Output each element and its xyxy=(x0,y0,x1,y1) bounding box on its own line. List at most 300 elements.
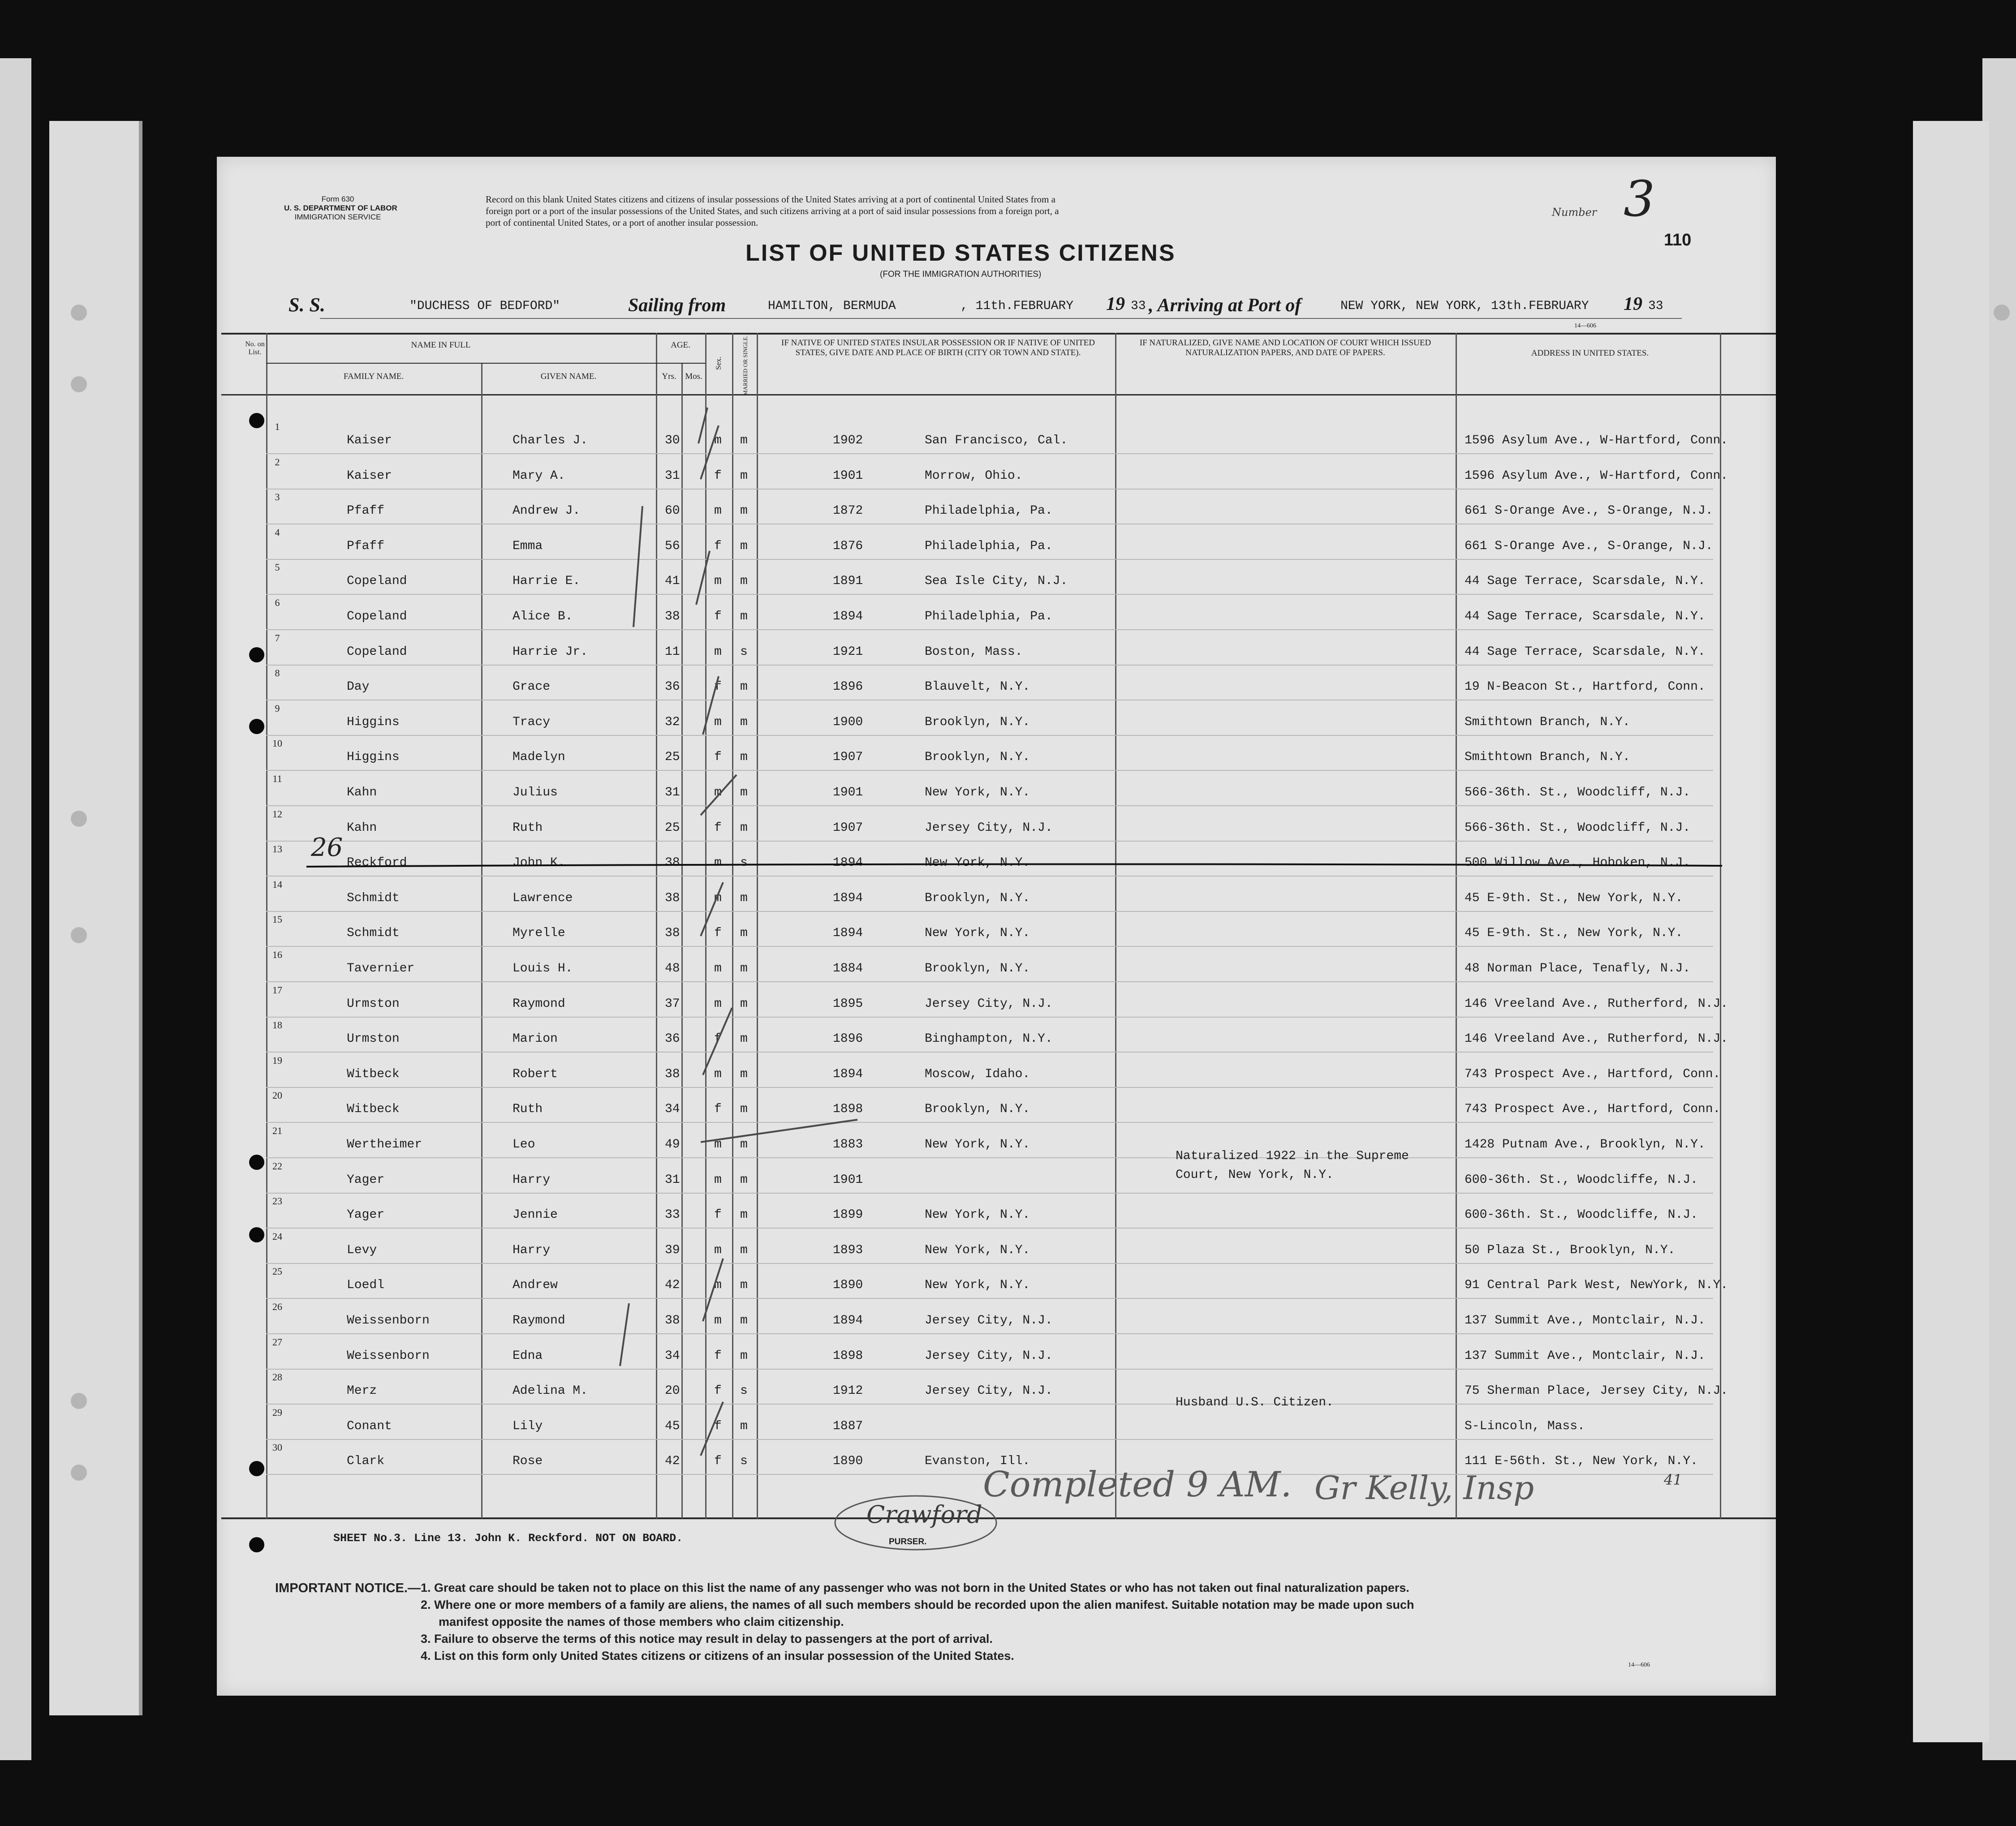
cell-ms: m xyxy=(740,574,748,589)
col-header-birth: IF NATIVE OF UNITED STATES INSULAR POSSESSION OR IF NATIVE OF UNITED STATES, GIVE DATE AND PLACE OF BIRTH (CITY OR TOWN AND STATE). xyxy=(781,338,1095,357)
cell-place: Evanston, Ill. xyxy=(925,1454,1030,1469)
row-number: 13 xyxy=(272,843,282,855)
cell-year: 1887 xyxy=(833,1419,863,1433)
cell-family: Yager xyxy=(347,1208,385,1222)
cell-given: Madelyn xyxy=(513,750,565,765)
cell-address: 50 Plaza St., Brooklyn, N.Y. xyxy=(1465,1243,1676,1257)
cell-given: Myrelle xyxy=(513,926,565,941)
form-header-block xyxy=(284,195,397,222)
ship-name: "DUCHESS OF BEDFORD" xyxy=(409,299,560,313)
row-divider xyxy=(266,841,1713,842)
cell-family: Urmston xyxy=(347,1032,400,1046)
cell-family: Levy xyxy=(347,1243,377,1257)
cell-year: 1898 xyxy=(833,1349,863,1363)
cell-address: Smithtown Branch, N.Y. xyxy=(1465,715,1630,729)
cell-place: Jersey City, N.J. xyxy=(925,1314,1053,1328)
cell-year: 1894 xyxy=(833,1314,863,1328)
row-number: 17 xyxy=(272,984,282,996)
sailing-label: Sailing from xyxy=(628,295,726,316)
margin-handwritten-mark: 26 xyxy=(311,833,343,862)
cell-age: 11 xyxy=(665,644,680,659)
row-number: 14 xyxy=(272,878,282,890)
cell-ms: m xyxy=(740,1138,748,1151)
cell-family: Higgins xyxy=(347,715,400,729)
cell-age: 20 xyxy=(665,1384,680,1398)
row-divider xyxy=(266,1228,1713,1229)
cell-given: Tracy xyxy=(513,715,551,729)
cell-sex: f xyxy=(714,1102,722,1117)
notice-title: IMPORTANT NOTICE.— xyxy=(275,1581,421,1595)
instruction-line: foreign port or a port of the insular possessions of the United States, and such citizens arriving at a port of said insular possessions from a foreign port, a xyxy=(486,206,1059,216)
cell-sex: m xyxy=(714,1314,722,1328)
cell-year: 1894 xyxy=(833,926,863,941)
cell-given: Lily xyxy=(513,1419,543,1433)
cell-place: New York, N.Y. xyxy=(925,1278,1030,1293)
cell-place: Philadelphia, Pa. xyxy=(925,539,1053,553)
cell-place: Jersey City, N.J. xyxy=(925,1349,1053,1363)
cell-ms: m xyxy=(740,786,748,799)
cell-given: John K. xyxy=(513,856,565,870)
cell-address: 44 Sage Terrace, Scarsdale, N.Y. xyxy=(1465,644,1706,659)
cell-family: Witbeck xyxy=(347,1102,400,1117)
cell-ms: s xyxy=(740,1454,748,1469)
department: U. S. DEPARTMENT OF LABOR xyxy=(284,204,397,212)
cell-family: Day xyxy=(347,680,370,694)
cell-ms: m xyxy=(740,1278,748,1293)
row-divider xyxy=(266,981,1713,982)
row-number: 29 xyxy=(272,1406,282,1418)
cell-sex: m xyxy=(714,1278,722,1293)
cell-family: Weissenborn xyxy=(347,1349,430,1363)
cell-ms: s xyxy=(740,1384,748,1398)
cell-year: 1907 xyxy=(833,821,863,835)
cell-given: Grace xyxy=(513,680,551,694)
cell-place: New York, N.Y. xyxy=(925,926,1030,941)
cell-ms: m xyxy=(740,539,748,553)
cell-given: Emma xyxy=(513,539,543,553)
adjacent-page-right xyxy=(1913,121,1989,1742)
binder-hole xyxy=(71,376,87,392)
cell-age: 56 xyxy=(665,539,680,553)
cell-sex: m xyxy=(714,856,722,870)
cell-family: Copeland xyxy=(347,610,407,623)
cell-ms: m xyxy=(740,504,748,518)
punch-hole xyxy=(249,1155,264,1170)
row-number: 3 xyxy=(275,491,280,503)
cell-address: 146 Vreeland Ave., Rutherford, N.J. xyxy=(1465,997,1728,1011)
row-number: 30 xyxy=(272,1442,282,1453)
binder-hole xyxy=(71,1465,87,1481)
cell-address: Smithtown Branch, N.Y. xyxy=(1465,750,1630,765)
notice-3: 3. Failure to observe the terms of this notice may result in delay to passengers at the port of arrival. xyxy=(421,1632,993,1646)
cell-family: Copeland xyxy=(347,574,407,589)
cell-address: 44 Sage Terrace, Scarsdale, N.Y. xyxy=(1465,574,1706,589)
binder-hole xyxy=(71,811,87,827)
cell-family: Pfaff xyxy=(347,504,385,518)
row-divider xyxy=(266,489,1713,490)
row-number: 19 xyxy=(272,1054,282,1066)
service: IMMIGRATION SERVICE xyxy=(294,213,381,221)
row-number: 23 xyxy=(272,1195,282,1207)
handwritten-completed: Completed 9 AM. xyxy=(983,1465,1292,1505)
punch-hole xyxy=(249,1537,264,1552)
cell-family: Urmston xyxy=(347,997,400,1011)
cell-address: 600-36th. St., Woodcliffe, N.J. xyxy=(1465,1173,1698,1187)
notice-2-cont: manifest opposite the names of those members who claim citizenship. xyxy=(439,1615,844,1628)
cell-address: 661 S-Orange Ave., S-Orange, N.J. xyxy=(1465,504,1713,518)
row-number: 24 xyxy=(272,1230,282,1242)
row-number: 26 xyxy=(272,1301,282,1312)
cell-ms: m xyxy=(740,1243,748,1257)
cell-sex: f xyxy=(714,680,722,694)
col-header-yrs: Yrs. xyxy=(662,372,676,381)
cell-age: 48 xyxy=(665,962,680,975)
cell-sex: m xyxy=(714,644,722,659)
row-number: 4 xyxy=(275,526,280,538)
cell-ms: m xyxy=(740,1032,748,1046)
sheet-note: SHEET No.3. Line 13. John K. Reckford. NOT ON BOARD. xyxy=(333,1532,683,1545)
cell-ms: m xyxy=(740,680,748,694)
instruction-line: port of continental United States, or a port of another insular possession. xyxy=(486,217,758,228)
cell-given: Marion xyxy=(513,1032,558,1046)
cell-ms: m xyxy=(740,1349,748,1363)
row-number: 22 xyxy=(272,1160,282,1172)
cell-family: Wertheimer xyxy=(347,1138,422,1151)
cell-family: Kahn xyxy=(347,821,377,835)
cell-sex: m xyxy=(714,786,722,799)
col-rule xyxy=(656,333,657,1519)
voyage-underline xyxy=(320,318,1682,319)
bottom-code: 14—606 xyxy=(1628,1662,1650,1668)
cell-address: 137 Summit Ave., Montclair, N.J. xyxy=(1465,1349,1706,1363)
cell-sex: f xyxy=(714,1419,722,1433)
cell-place: San Francisco, Cal. xyxy=(925,434,1068,447)
cell-address: 600-36th. St., Woodcliffe, N.J. xyxy=(1465,1208,1698,1222)
cell-year: 1894 xyxy=(833,1067,863,1081)
cell-place: Jersey City, N.J. xyxy=(925,1384,1053,1398)
handwritten-count: 41 xyxy=(1664,1471,1682,1488)
cell-given: Robert xyxy=(513,1067,558,1081)
cell-sex: m xyxy=(714,1067,722,1081)
punch-hole xyxy=(249,413,264,428)
cell-address: 500 Willow Ave., Hoboken, N.J. xyxy=(1465,856,1691,870)
cell-ms: m xyxy=(740,1102,748,1117)
cell-sex: f xyxy=(714,1384,722,1398)
cell-place: New York, N.Y. xyxy=(925,786,1030,799)
cell-ms: m xyxy=(740,926,748,941)
cell-age: 33 xyxy=(665,1208,680,1222)
notice-1: 1. Great care should be taken not to place on this list the name of any passenger who was not born in the United States or who has not taken out final naturalization papers. xyxy=(421,1581,1409,1594)
row-divider xyxy=(266,1157,1713,1158)
cell-ms: m xyxy=(740,468,748,483)
cell-age: 38 xyxy=(665,856,680,870)
col-header-naturalized: IF NATURALIZED, GIVE NAME AND LOCATION OF COURT WHICH ISSUED NATURALIZATION PAPERS, AND DATE OF PAPERS. xyxy=(1139,338,1431,357)
cell-family: Weissenborn xyxy=(347,1314,430,1328)
name-subheader-rule xyxy=(266,363,656,364)
page-stamp: 110 xyxy=(1664,231,1692,249)
page-title: LIST OF UNITED STATES CITIZENS xyxy=(745,240,1176,266)
film-edge-left xyxy=(0,58,31,1760)
row-divider xyxy=(266,1439,1713,1440)
cell-sex: m xyxy=(714,715,722,729)
cell-place: Jersey City, N.J. xyxy=(925,821,1053,835)
age-subheader-rule xyxy=(656,363,705,364)
instructions xyxy=(486,193,1059,228)
handwritten-inspector: Gr Kelly, Insp xyxy=(1314,1469,1534,1507)
col-header-no: No. on List. xyxy=(245,340,265,356)
sailing-date: , 11th.FEBRUARY xyxy=(961,299,1074,313)
cell-family: Witbeck xyxy=(347,1067,400,1081)
row-number: 2 xyxy=(275,456,280,468)
row-divider xyxy=(266,1052,1713,1053)
cell-ms: m xyxy=(740,610,748,623)
row-number: 5 xyxy=(275,562,280,573)
cell-age: 37 xyxy=(665,997,680,1011)
cell-family: Kaiser xyxy=(347,434,392,447)
cell-ms: m xyxy=(740,434,748,447)
cell-given: Lawrence xyxy=(513,891,573,905)
row-number: 9 xyxy=(275,702,280,714)
cell-year: 1912 xyxy=(833,1384,863,1398)
cell-sex: m xyxy=(714,434,722,447)
cell-place: New York, N.Y. xyxy=(925,856,1030,870)
cell-address: 111 E-56th. St., New York, N.Y. xyxy=(1465,1454,1698,1469)
row-divider xyxy=(266,1298,1713,1299)
cell-year: 1901 xyxy=(833,468,863,483)
instruction-line: Record on this blank United States citizens and citizens of insular possessions of the United States arriving at a port of continental United States from a xyxy=(486,194,1055,205)
cell-age: 38 xyxy=(665,1067,680,1081)
row-divider xyxy=(266,911,1713,912)
col-header-family: FAMILY NAME. xyxy=(343,372,404,381)
cell-family: Conant xyxy=(347,1419,392,1433)
cell-place: Brooklyn, N.Y. xyxy=(925,1102,1030,1117)
cell-age: 25 xyxy=(665,821,680,835)
cell-address: 566-36th. St., Woodcliff, N.J. xyxy=(1465,821,1691,835)
cell-given: Andrew xyxy=(513,1278,558,1293)
row-number: 25 xyxy=(272,1266,282,1277)
cell-place: Boston, Mass. xyxy=(925,644,1023,659)
cell-address: 146 Vreeland Ave., Rutherford, N.J. xyxy=(1465,1032,1728,1046)
cell-sex: m xyxy=(714,1243,722,1257)
cell-address: 566-36th. St., Woodcliff, N.J. xyxy=(1465,786,1691,799)
cell-age: 45 xyxy=(665,1419,680,1433)
cell-family: Copeland xyxy=(347,644,407,659)
arrival-year: 33 xyxy=(1648,299,1663,313)
cell-year: 1900 xyxy=(833,715,863,729)
number-value: 3 xyxy=(1624,170,1655,228)
cell-age: 38 xyxy=(665,610,680,623)
cell-sex: f xyxy=(714,468,722,483)
cell-place: Blauvelt, N.Y. xyxy=(925,680,1030,694)
cell-year: 1890 xyxy=(833,1278,863,1293)
cell-ms: m xyxy=(740,997,748,1011)
row-divider xyxy=(266,1369,1713,1370)
cell-family: Schmidt xyxy=(347,926,400,941)
cell-given: Mary A. xyxy=(513,468,565,483)
row-divider xyxy=(266,1333,1713,1334)
cell-sex: m xyxy=(714,504,722,518)
binder-hole xyxy=(71,927,87,943)
cell-family: Clark xyxy=(347,1454,385,1469)
number-label: Number xyxy=(1552,206,1597,219)
cell-age: 38 xyxy=(665,1314,680,1328)
cell-age: 60 xyxy=(665,504,680,518)
cell-family: Yager xyxy=(347,1173,385,1187)
row-divider xyxy=(266,805,1713,806)
cell-age: 32 xyxy=(665,715,680,729)
cell-age: 49 xyxy=(665,1138,680,1151)
col-rule xyxy=(705,333,706,1519)
cell-address: S-Lincoln, Mass. xyxy=(1465,1419,1585,1433)
row-divider xyxy=(266,665,1713,666)
row-number: 15 xyxy=(272,914,282,925)
cell-year: 1896 xyxy=(833,1032,863,1046)
col-header-address: ADDRESS IN UNITED STATES. xyxy=(1531,348,1649,358)
cell-age: 34 xyxy=(665,1102,680,1117)
cell-age: 38 xyxy=(665,926,680,941)
cell-year: 1894 xyxy=(833,891,863,905)
row-number: 1 xyxy=(275,421,280,432)
cell-sex: f xyxy=(714,1208,722,1222)
col-header-age: AGE. xyxy=(671,340,690,350)
cell-address: 1596 Asylum Ave., W-Hartford, Conn. xyxy=(1465,468,1728,483)
cell-age: 42 xyxy=(665,1454,680,1469)
cell-given: Rose xyxy=(513,1454,543,1469)
cell-given: Adelina M. xyxy=(513,1384,588,1398)
row-divider xyxy=(266,629,1713,630)
row-divider xyxy=(266,1263,1713,1264)
row-number: 21 xyxy=(272,1125,282,1136)
form-number: Form 630 xyxy=(321,195,354,203)
cell-age: 30 xyxy=(665,434,680,447)
adjacent-page-left xyxy=(49,121,142,1715)
cell-naturalization: Husband U.S. Citizen. xyxy=(1176,1395,1334,1409)
cell-ms: m xyxy=(740,1208,748,1222)
cell-year: 1895 xyxy=(833,997,863,1011)
cell-year: 1901 xyxy=(833,1173,863,1187)
cell-address: 661 S-Orange Ave., S-Orange, N.J. xyxy=(1465,539,1713,553)
col-rule xyxy=(1720,333,1721,1519)
row-divider xyxy=(266,946,1713,947)
cell-year: 1872 xyxy=(833,504,863,518)
row-number: 10 xyxy=(272,738,282,749)
row-divider xyxy=(266,1087,1713,1088)
cell-ms: m xyxy=(740,1419,748,1433)
cell-given: Harry xyxy=(513,1173,551,1187)
cell-place: Moscow, Idaho. xyxy=(925,1067,1030,1081)
cell-address: 1428 Putnam Ave., Brooklyn, N.Y. xyxy=(1465,1138,1706,1151)
cell-given: Edna xyxy=(513,1349,543,1363)
cell-year: 1907 xyxy=(833,750,863,765)
punch-hole xyxy=(249,647,264,662)
cell-address: 44 Sage Terrace, Scarsdale, N.Y. xyxy=(1465,610,1706,623)
cell-sex: f xyxy=(714,1454,722,1469)
cell-address: 91 Central Park West, NewYork, N.Y. xyxy=(1465,1278,1728,1293)
row-number: 20 xyxy=(272,1090,282,1101)
cell-year: 1898 xyxy=(833,1102,863,1117)
cell-ms: m xyxy=(740,1173,748,1187)
cell-place: Philadelphia, Pa. xyxy=(925,504,1053,518)
cell-address: 19 N-Beacon St., Hartford, Conn. xyxy=(1465,680,1706,694)
cell-sex: f xyxy=(714,539,722,553)
cell-ms: m xyxy=(740,821,748,835)
cell-naturalization: Naturalized 1922 in the Supreme Court, New York, N.Y. xyxy=(1176,1149,1409,1182)
cell-year: 1902 xyxy=(833,434,863,447)
cell-place: Binghampton, N.Y. xyxy=(925,1032,1053,1046)
cell-place: New York, N.Y. xyxy=(925,1243,1030,1257)
cell-place: Philadelphia, Pa. xyxy=(925,610,1053,623)
row-number: 11 xyxy=(272,773,282,784)
binder-hole xyxy=(1994,305,2010,321)
cell-address: 137 Summit Ave., Montclair, N.J. xyxy=(1465,1314,1706,1328)
cell-year: 1891 xyxy=(833,574,863,589)
col-rule xyxy=(1456,333,1457,1519)
cell-address: 45 E-9th. St., New York, N.Y. xyxy=(1465,926,1683,941)
row-divider xyxy=(266,770,1713,771)
cell-age: 34 xyxy=(665,1349,680,1363)
cell-age: 25 xyxy=(665,750,680,765)
cell-given: Alice B. xyxy=(513,610,573,623)
cell-ms: s xyxy=(740,856,748,870)
sailing-from: HAMILTON, BERMUDA xyxy=(768,299,896,313)
cell-year: 1901 xyxy=(833,786,863,799)
cell-year: 1921 xyxy=(833,644,863,659)
cell-given: Julius xyxy=(513,786,558,799)
cell-age: 36 xyxy=(665,1032,680,1046)
cell-address: 743 Prospect Ave., Hartford, Conn. xyxy=(1465,1102,1721,1117)
cell-family: Higgins xyxy=(347,750,400,765)
cell-place: New York, N.Y. xyxy=(925,1208,1030,1222)
row-number: 18 xyxy=(272,1019,282,1031)
cell-sex: f xyxy=(714,610,722,623)
cell-ms: m xyxy=(740,1314,748,1328)
row-number: 6 xyxy=(275,597,280,608)
cell-address: 45 E-9th. St., New York, N.Y. xyxy=(1465,891,1683,905)
cell-sex: m xyxy=(714,891,722,905)
row-divider xyxy=(266,735,1713,736)
cell-age: 41 xyxy=(665,574,680,589)
cell-sex: f xyxy=(714,821,722,835)
row-divider xyxy=(266,559,1713,560)
cell-year: 1893 xyxy=(833,1243,863,1257)
row-divider xyxy=(266,594,1713,595)
cell-ms: m xyxy=(740,962,748,975)
col-header-sex: Sex. xyxy=(714,357,723,370)
purser-signature: Crawford xyxy=(866,1500,982,1529)
cell-place: New York, N.Y. xyxy=(925,1138,1030,1151)
cell-given: Louis H. xyxy=(513,962,573,975)
cell-ms: m xyxy=(740,891,748,905)
cell-sex: m xyxy=(714,997,722,1011)
ss-label: S. S. xyxy=(289,294,325,316)
cell-place: Morrow, Ohio. xyxy=(925,468,1023,483)
cell-year: 1884 xyxy=(833,962,863,975)
cell-family: Merz xyxy=(347,1384,377,1398)
cell-given: Raymond xyxy=(513,997,565,1011)
tick-mark xyxy=(620,1303,629,1366)
cell-year: 1894 xyxy=(833,856,863,870)
cell-family: Pfaff xyxy=(347,539,385,553)
col-rule xyxy=(732,333,733,1519)
cell-age: 38 xyxy=(665,891,680,905)
cell-year: 1890 xyxy=(833,1454,863,1469)
cell-sex: f xyxy=(714,1032,722,1046)
punch-hole xyxy=(249,1461,264,1476)
cell-given: Charles J. xyxy=(513,434,588,447)
notice-4: 4. List on this form only United States citizens or citizens of an insular possession of the United States. xyxy=(421,1649,1014,1663)
cell-ms: s xyxy=(740,644,748,659)
cell-age: 31 xyxy=(665,468,680,483)
